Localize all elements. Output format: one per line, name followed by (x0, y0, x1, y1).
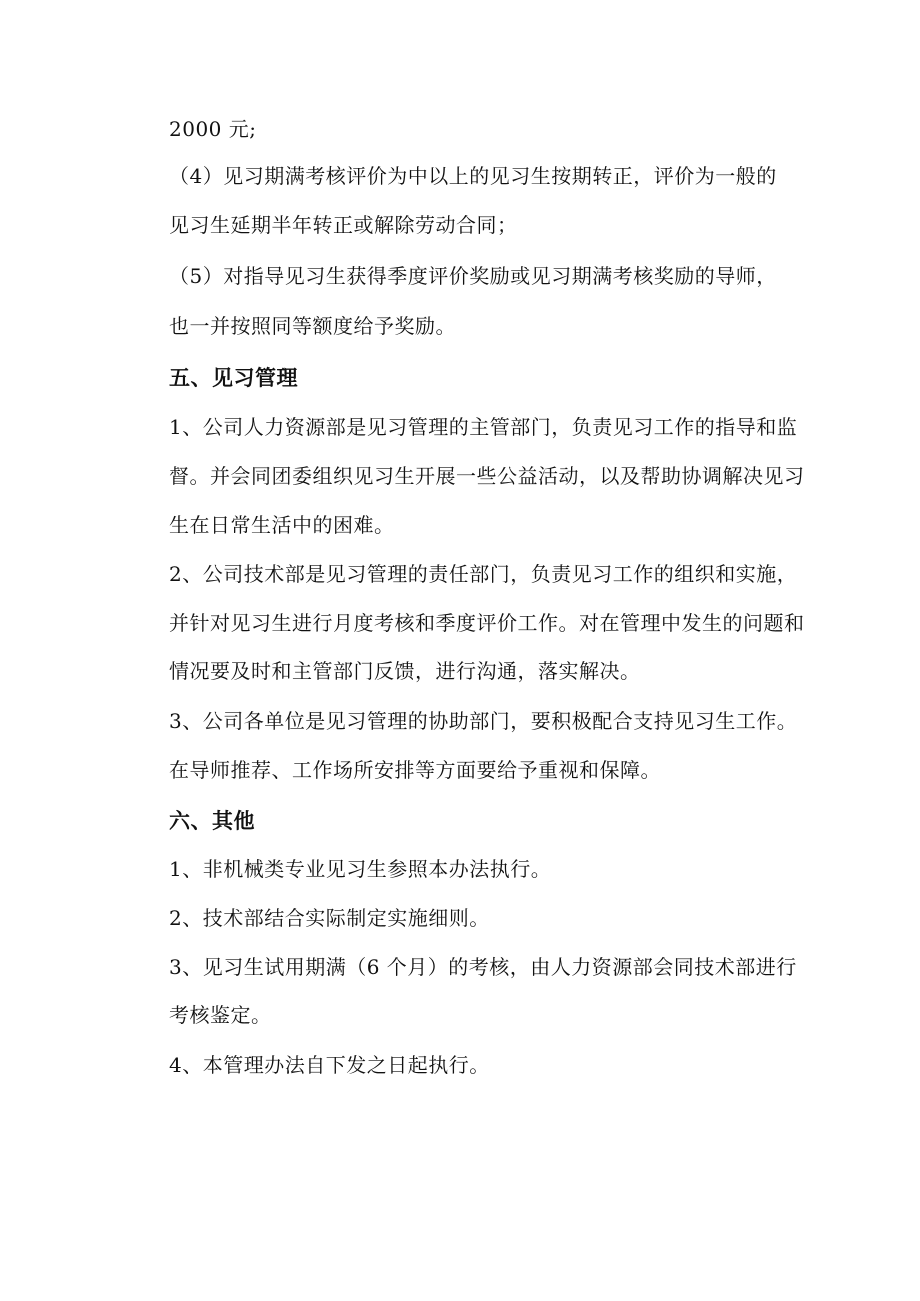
section-heading: 五、见习管理 (169, 366, 298, 390)
paragraph-line: 2、技术部结合实际制定实施细则。 (169, 906, 490, 930)
paragraph-line: 督。并会同团委组织见习生开展一些公益活动，以及帮助协调解决见习 (169, 464, 805, 488)
paragraph-line: 2000 元; (169, 117, 257, 141)
paragraph-line: 情况要及时和主管部门反馈，进行沟通，落实解决。 (169, 659, 641, 683)
paragraph-line: 生在日常生活中的困难。 (169, 513, 395, 537)
paragraph-line: 3、公司各单位是见习管理的协助部门，要积极配合支持见习生工作。 (169, 709, 798, 733)
paragraph-line: 2、公司技术部是见习管理的责任部门，负责见习工作的组织和实施， (169, 562, 798, 586)
paragraph-line: 4、本管理办法自下发之日起执行。 (169, 1053, 490, 1077)
paragraph-line: （4）见习期满考核评价为中以上的见习生按期转正，评价为一般的 (169, 164, 777, 188)
paragraph-line: （5）对指导见习生获得季度评价奖励或见习期满考核奖励的导师， (169, 264, 777, 288)
paragraph-line: 并针对见习生进行月度考核和季度评价工作。对在管理中发生的问题和 (169, 611, 805, 635)
paragraph-line: 3、见习生试用期满（6 个月）的考核，由人力资源部会同技术部进行 (169, 955, 797, 979)
section-heading: 六、其他 (169, 809, 255, 833)
paragraph-line: 在导师推荐、工作场所安排等方面要给予重视和保障。 (169, 758, 661, 782)
paragraph-line: 也一并按照同等额度给予奖励。 (169, 314, 456, 338)
paragraph-line: 1、非机械类专业见习生参照本办法执行。 (169, 857, 552, 881)
paragraph-line: 1、公司人力资源部是见习管理的主管部门，负责见习工作的指导和监 (169, 415, 798, 439)
paragraph-line: 见习生延期半年转正或解除劳动合同； (169, 213, 518, 237)
paragraph-line: 考核鉴定。 (169, 1003, 272, 1027)
